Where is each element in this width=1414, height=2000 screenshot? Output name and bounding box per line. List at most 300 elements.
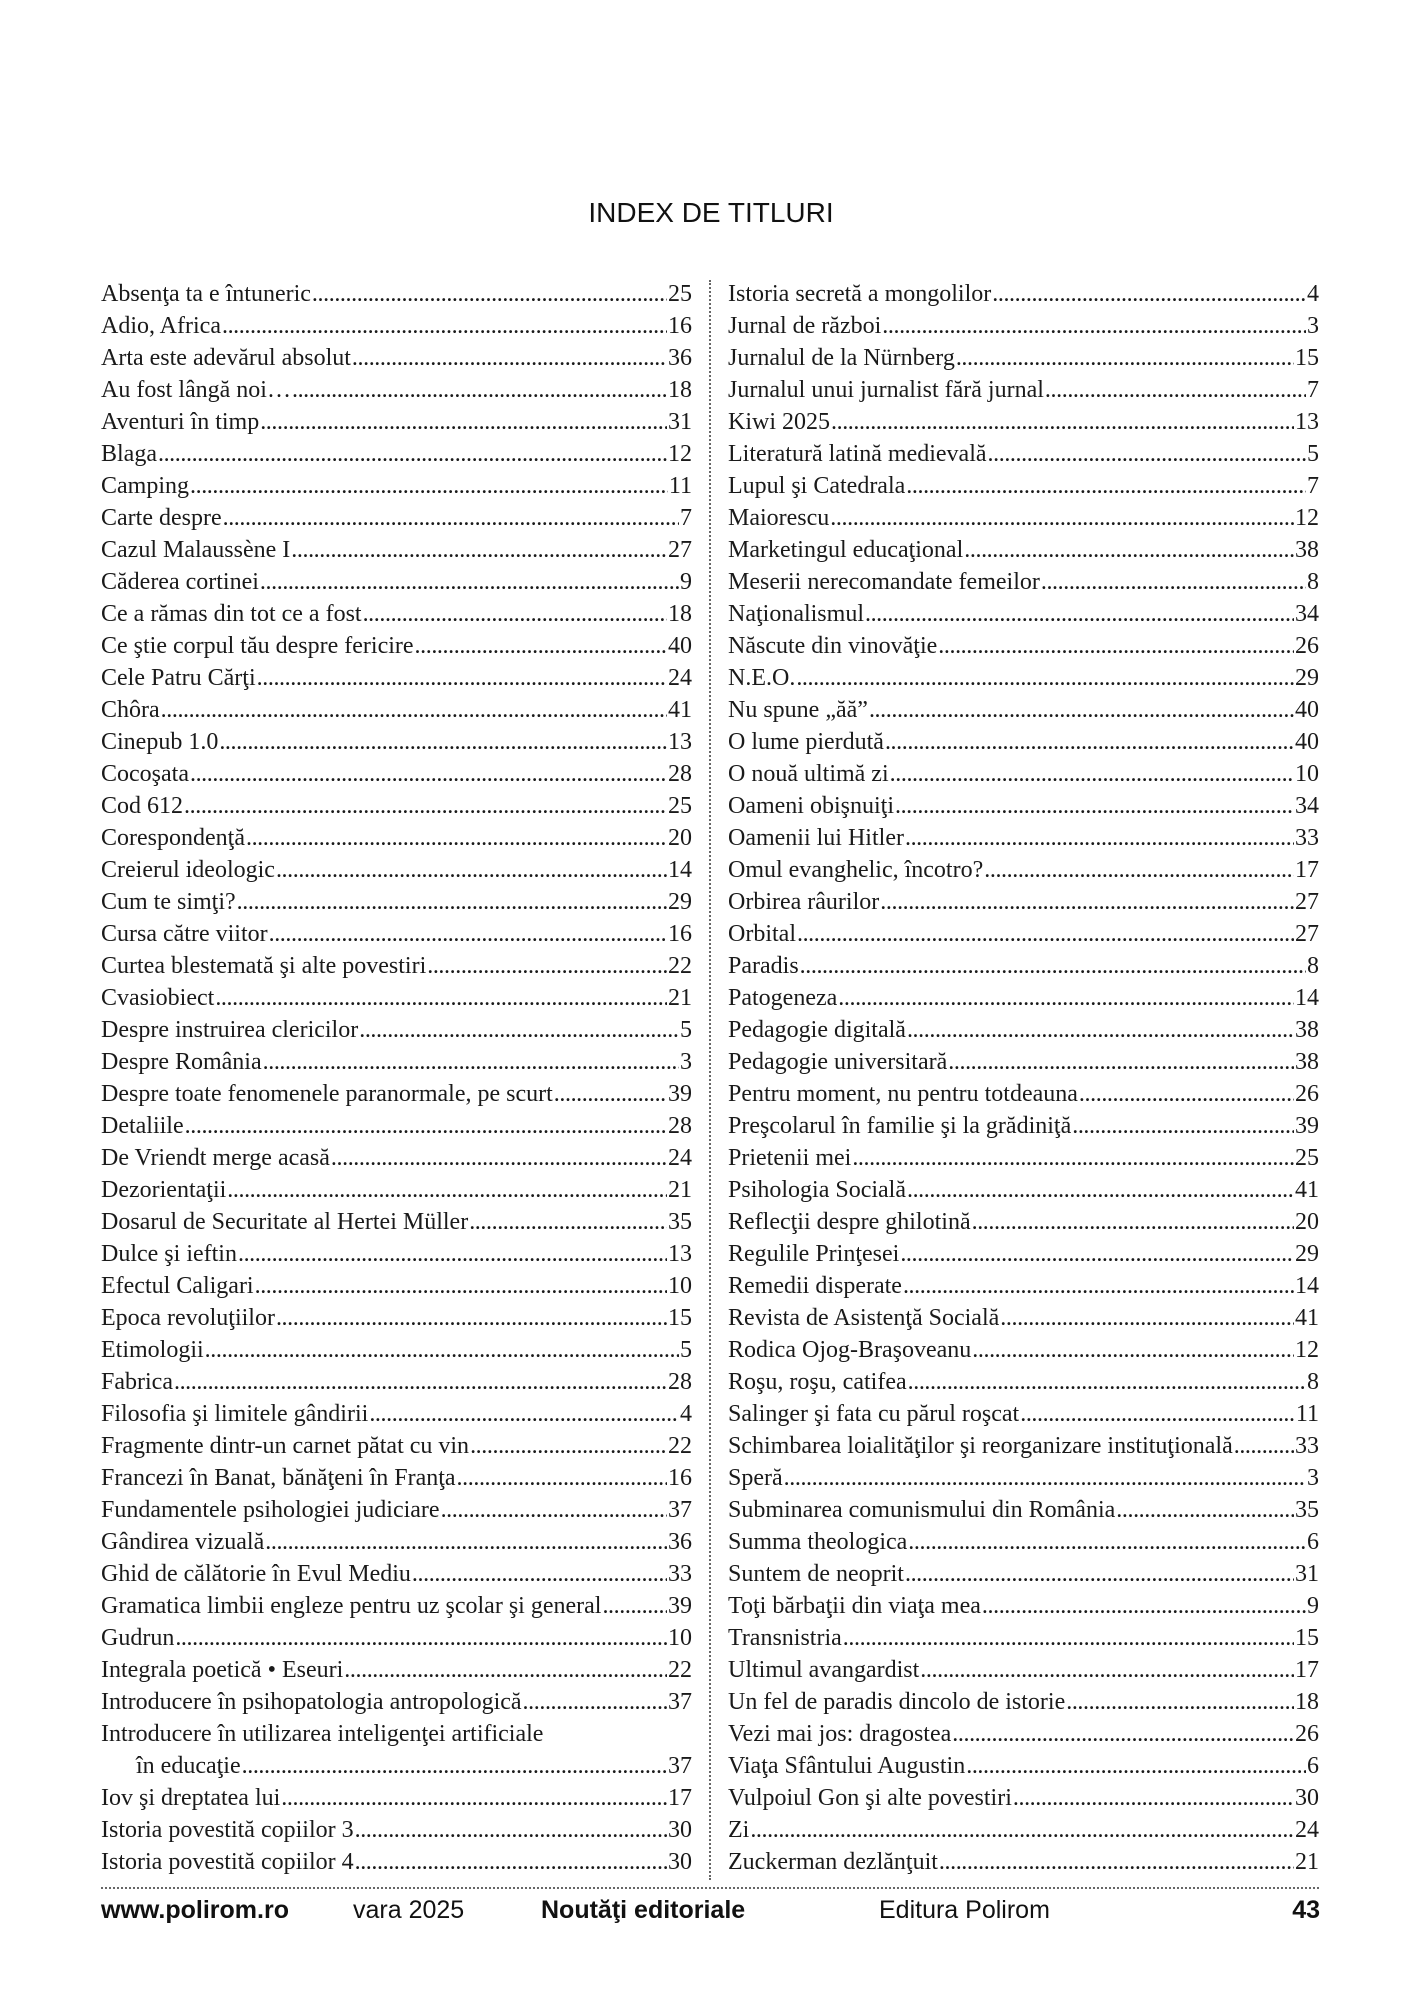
entry-title: Filosofia şi limitele gândirii bbox=[101, 1401, 369, 1427]
index-entry bbox=[728, 1590, 1319, 1622]
entry-title: Maiorescu bbox=[728, 505, 830, 531]
index-entry bbox=[101, 534, 692, 566]
entry-page: 24 bbox=[668, 665, 692, 691]
dot-leader bbox=[906, 470, 1306, 502]
entry-page: 15 bbox=[1295, 1625, 1319, 1651]
index-entry bbox=[101, 982, 692, 1014]
index-entry bbox=[728, 822, 1319, 854]
index-entry bbox=[728, 310, 1319, 342]
entry-page: 25 bbox=[668, 793, 692, 819]
dot-leader bbox=[363, 598, 667, 630]
index-entry bbox=[728, 950, 1319, 982]
entry-page: 39 bbox=[668, 1081, 692, 1107]
dot-leader bbox=[222, 310, 667, 342]
index-entry bbox=[728, 406, 1319, 438]
dot-leader bbox=[830, 502, 1294, 534]
index-entry bbox=[728, 1302, 1319, 1334]
dot-leader bbox=[797, 918, 1294, 950]
dot-leader bbox=[281, 1782, 667, 1814]
index-entry bbox=[101, 1014, 692, 1046]
index-entry bbox=[101, 662, 692, 694]
entry-page: 17 bbox=[1295, 1657, 1319, 1683]
entry-page: 22 bbox=[668, 1657, 692, 1683]
entry-title: Adio, Africa bbox=[101, 313, 221, 339]
entry-title: Vulpoiul Gon şi alte povestiri bbox=[728, 1785, 1012, 1811]
index-entry bbox=[101, 1334, 692, 1366]
index-entry bbox=[728, 470, 1319, 502]
dot-leader bbox=[905, 822, 1294, 854]
entry-title: Subminarea comunismului din România bbox=[728, 1497, 1116, 1523]
index-entry bbox=[728, 566, 1319, 598]
entry-page: 38 bbox=[1295, 1017, 1319, 1043]
index-entry bbox=[728, 1846, 1319, 1878]
entry-page: 11 bbox=[668, 473, 692, 499]
index-entry bbox=[101, 1302, 692, 1334]
entry-title: Regulile Prinţesei bbox=[728, 1241, 900, 1267]
index-entry bbox=[728, 1494, 1319, 1526]
dot-leader bbox=[895, 790, 1294, 822]
entry-title: Fragmente dintr-un carnet pătat cu vin bbox=[101, 1433, 470, 1459]
entry-title: Patogeneza bbox=[728, 985, 838, 1011]
dot-leader bbox=[602, 1590, 667, 1622]
entry-page: 6 bbox=[1307, 1753, 1319, 1779]
index-entry bbox=[101, 1174, 692, 1206]
index-entry bbox=[728, 534, 1319, 566]
dot-leader bbox=[920, 1654, 1294, 1686]
index-entry bbox=[728, 1014, 1319, 1046]
dot-leader bbox=[276, 854, 667, 886]
entry-page: 24 bbox=[668, 1145, 692, 1171]
index-entry bbox=[728, 886, 1319, 918]
dot-leader bbox=[554, 1078, 667, 1110]
index-entry bbox=[728, 1110, 1319, 1142]
dot-leader bbox=[257, 662, 667, 694]
entry-page: 14 bbox=[1295, 985, 1319, 1011]
entry-page: 28 bbox=[668, 1369, 692, 1395]
dot-leader bbox=[865, 598, 1294, 630]
index-entry bbox=[728, 1462, 1319, 1494]
entry-title: Etimologii bbox=[101, 1337, 204, 1363]
dot-leader bbox=[470, 1430, 667, 1462]
entry-title: Jurnalul unui jurnalist fără jurnal bbox=[728, 377, 1044, 403]
entry-title: Cinepub 1.0 bbox=[101, 729, 219, 755]
entry-title: Meserii nerecomandate femeilor bbox=[728, 569, 1040, 595]
index-entry bbox=[728, 374, 1319, 406]
index-entry bbox=[101, 1782, 692, 1814]
entry-page: 16 bbox=[668, 313, 692, 339]
entry-page: 10 bbox=[668, 1273, 692, 1299]
entry-title: Vezi mai jos: dragostea bbox=[728, 1721, 952, 1747]
dot-leader bbox=[938, 630, 1294, 662]
dot-leader bbox=[237, 886, 667, 918]
entry-title: Camping bbox=[101, 473, 189, 499]
entry-page: 33 bbox=[668, 1561, 692, 1587]
index-entry bbox=[101, 1558, 692, 1590]
dot-leader bbox=[190, 758, 667, 790]
entry-title: Jurnalul de la Nürnberg bbox=[728, 345, 955, 371]
dot-leader bbox=[369, 1398, 679, 1430]
dot-leader bbox=[415, 630, 667, 662]
entry-page: 27 bbox=[1295, 921, 1319, 947]
dot-leader bbox=[843, 1622, 1294, 1654]
entry-title: Au fost lângă noi… bbox=[101, 377, 291, 403]
entry-page: 26 bbox=[1295, 1081, 1319, 1107]
index-entry bbox=[101, 822, 692, 854]
index-entry bbox=[101, 886, 692, 918]
entry-page: 13 bbox=[668, 1241, 692, 1267]
entry-title: Iov şi dreptatea lui bbox=[101, 1785, 281, 1811]
index-entry bbox=[101, 854, 692, 886]
page-title: INDEX DE TITLURI bbox=[588, 197, 834, 228]
dot-leader bbox=[890, 758, 1294, 790]
entry-title: Kiwi 2025 bbox=[728, 409, 830, 435]
entry-title: Toţi bărbaţii din viaţa mea bbox=[728, 1593, 981, 1619]
index-entry bbox=[101, 1590, 692, 1622]
dot-leader bbox=[908, 1366, 1306, 1398]
dot-leader bbox=[219, 726, 667, 758]
index-entry bbox=[101, 406, 692, 438]
entry-page: 13 bbox=[1295, 409, 1319, 435]
index-entry bbox=[728, 1238, 1319, 1270]
dot-leader bbox=[952, 1718, 1294, 1750]
footer-website: www.polirom.ro bbox=[101, 1896, 289, 1924]
entry-page: 38 bbox=[1295, 1049, 1319, 1075]
index-entry bbox=[101, 1462, 692, 1494]
index-entry bbox=[101, 1046, 692, 1078]
dot-leader bbox=[190, 470, 668, 502]
entry-title: Carte despre bbox=[101, 505, 222, 531]
index-entry bbox=[101, 758, 692, 790]
entry-page: 24 bbox=[1295, 1817, 1319, 1843]
entry-title: Cocoşata bbox=[101, 761, 189, 787]
index-entry bbox=[728, 342, 1319, 374]
footer-page-number: 43 bbox=[1292, 1896, 1320, 1924]
entry-title: Suntem de neoprit bbox=[728, 1561, 904, 1587]
dot-leader bbox=[427, 950, 667, 982]
entry-page: 8 bbox=[1307, 953, 1319, 979]
dot-leader bbox=[972, 1334, 1294, 1366]
index-entry bbox=[101, 1526, 692, 1558]
entry-page: 6 bbox=[1307, 1529, 1319, 1555]
index-entry bbox=[101, 598, 692, 630]
entry-title: Roşu, roşu, catifea bbox=[728, 1369, 907, 1395]
dot-leader bbox=[158, 438, 667, 470]
dot-leader bbox=[255, 1270, 667, 1302]
dot-leader bbox=[972, 1206, 1294, 1238]
dot-leader bbox=[1079, 1078, 1294, 1110]
index-entry bbox=[728, 1686, 1319, 1718]
entry-page: 22 bbox=[668, 953, 692, 979]
entry-page: 33 bbox=[1295, 825, 1319, 851]
entry-title: Preşcolarul în familie şi la grădiniţă bbox=[728, 1113, 1072, 1139]
entry-title: Transnistria bbox=[728, 1625, 842, 1651]
index-entry bbox=[101, 438, 692, 470]
dot-leader bbox=[1000, 1302, 1294, 1334]
dot-leader bbox=[880, 886, 1294, 918]
entry-title: Pedagogie digitală bbox=[728, 1017, 906, 1043]
dot-leader bbox=[984, 854, 1294, 886]
entry-page: 21 bbox=[668, 1177, 692, 1203]
entry-title: Prietenii mei bbox=[728, 1145, 852, 1171]
index-entry bbox=[101, 1366, 692, 1398]
entry-page: 34 bbox=[1295, 601, 1319, 627]
entry-page: 30 bbox=[1295, 1785, 1319, 1811]
entry-title: Ghid de călătorie în Evul Mediu bbox=[101, 1561, 411, 1587]
entry-page: 37 bbox=[668, 1497, 692, 1523]
index-entry bbox=[101, 694, 692, 726]
entry-page: 5 bbox=[680, 1337, 692, 1363]
entry-page: 8 bbox=[1307, 569, 1319, 595]
entry-page: 29 bbox=[668, 889, 692, 915]
dot-leader bbox=[260, 406, 667, 438]
index-entry bbox=[101, 630, 692, 662]
dot-leader bbox=[238, 1238, 667, 1270]
entry-title: O nouă ultimă zi bbox=[728, 761, 889, 787]
entry-title: Gramatica limbii engleze pentru uz şcolar şi general bbox=[101, 1593, 602, 1619]
dot-leader bbox=[831, 406, 1294, 438]
entry-title: Cursa către viitor bbox=[101, 921, 268, 947]
dot-leader bbox=[907, 1174, 1294, 1206]
entry-title: Rodica Ojog-Braşoveanu bbox=[728, 1337, 972, 1363]
entry-page: 33 bbox=[1295, 1433, 1319, 1459]
index-entry bbox=[101, 1142, 692, 1174]
index-entry bbox=[728, 1814, 1319, 1846]
dot-leader bbox=[1045, 374, 1306, 406]
index-entry bbox=[728, 1430, 1319, 1462]
index-entry bbox=[101, 1494, 692, 1526]
index-entry bbox=[728, 790, 1319, 822]
entry-page: 25 bbox=[668, 281, 692, 307]
entry-page: 21 bbox=[668, 985, 692, 1011]
dot-leader bbox=[352, 342, 667, 374]
dot-leader bbox=[1013, 1782, 1294, 1814]
entry-title: Zi bbox=[728, 1817, 750, 1843]
entry-title: Dosarul de Securitate al Hertei Müller bbox=[101, 1209, 469, 1235]
entry-title: Epoca revoluţiilor bbox=[101, 1305, 275, 1331]
index-entry bbox=[728, 1558, 1319, 1590]
dot-leader bbox=[964, 534, 1294, 566]
dot-leader bbox=[523, 1686, 667, 1718]
entry-title: Oameni obişnuiţi bbox=[728, 793, 894, 819]
index-entry bbox=[728, 854, 1319, 886]
entry-title: De Vriendt merge acasă bbox=[101, 1145, 330, 1171]
dot-leader bbox=[1116, 1494, 1294, 1526]
index-entry bbox=[728, 502, 1319, 534]
index-entry bbox=[101, 1238, 692, 1270]
dot-leader bbox=[882, 310, 1306, 342]
entry-title: N.E.O. bbox=[728, 665, 796, 691]
entry-title: Chôra bbox=[101, 697, 160, 723]
entry-page: 9 bbox=[680, 569, 692, 595]
dot-leader bbox=[175, 1622, 667, 1654]
dot-leader bbox=[948, 1046, 1294, 1078]
index-entry bbox=[728, 1142, 1319, 1174]
entry-page: 12 bbox=[1295, 1337, 1319, 1363]
entry-title: Fabrica bbox=[101, 1369, 173, 1395]
dot-leader bbox=[344, 1654, 667, 1686]
entry-title: Reflecţii despre ghilotină bbox=[728, 1209, 971, 1235]
entry-page: 41 bbox=[668, 697, 692, 723]
entry-title: Dulce şi ieftin bbox=[101, 1241, 237, 1267]
entry-title: Dezorientaţii bbox=[101, 1177, 227, 1203]
dot-leader bbox=[260, 566, 679, 598]
entry-title: Marketingul educaţional bbox=[728, 537, 964, 563]
entry-title: Revista de Asistenţă Socială bbox=[728, 1305, 1000, 1331]
dot-leader bbox=[263, 1046, 679, 1078]
dot-leader bbox=[292, 374, 667, 406]
entry-title-continued: în educaţie bbox=[136, 1753, 241, 1779]
entry-title: Istoria secretă a mongolilor bbox=[728, 281, 992, 307]
index-entry bbox=[101, 502, 692, 534]
dot-leader bbox=[441, 1494, 667, 1526]
dot-leader bbox=[1066, 1686, 1294, 1718]
index-entry bbox=[728, 662, 1319, 694]
index-entry bbox=[728, 1270, 1319, 1302]
entry-page: 30 bbox=[668, 1817, 692, 1843]
entry-title: Viaţa Sfântului Augustin bbox=[728, 1753, 966, 1779]
index-entry bbox=[728, 1622, 1319, 1654]
entry-page: 26 bbox=[1295, 633, 1319, 659]
index-entry bbox=[728, 1654, 1319, 1686]
entry-page: 4 bbox=[680, 1401, 692, 1427]
index-entry bbox=[101, 470, 692, 502]
entry-title: Schimbarea loialităţilor şi reorganizare instituţională bbox=[728, 1433, 1233, 1459]
dot-leader bbox=[242, 1750, 667, 1782]
dot-leader bbox=[457, 1462, 667, 1494]
dot-leader bbox=[174, 1366, 667, 1398]
index-entry bbox=[101, 1430, 692, 1462]
entry-page: 29 bbox=[1295, 1241, 1319, 1267]
dot-leader bbox=[869, 694, 1294, 726]
dot-leader bbox=[215, 982, 667, 1014]
entry-title: Absenţa ta e întuneric bbox=[101, 281, 311, 307]
dot-leader bbox=[227, 1174, 667, 1206]
entry-page: 40 bbox=[1295, 697, 1319, 723]
entry-title: O lume pierdută bbox=[728, 729, 884, 755]
index-entry bbox=[101, 1206, 692, 1238]
entry-page: 12 bbox=[668, 441, 692, 467]
entry-page: 8 bbox=[1307, 1369, 1319, 1395]
entry-page: 16 bbox=[668, 1465, 692, 1491]
entry-page: 35 bbox=[1295, 1497, 1319, 1523]
index-entry bbox=[101, 374, 692, 406]
dot-leader bbox=[903, 1270, 1294, 1302]
index-entry bbox=[101, 1718, 692, 1782]
entry-page: 21 bbox=[1295, 1849, 1319, 1875]
dot-leader bbox=[800, 950, 1306, 982]
entry-page: 39 bbox=[1295, 1113, 1319, 1139]
dot-leader bbox=[784, 1462, 1306, 1494]
dot-leader bbox=[956, 342, 1294, 374]
entry-title: Cvasiobiect bbox=[101, 985, 215, 1011]
entry-title: Cod 612 bbox=[101, 793, 184, 819]
entry-page: 29 bbox=[1295, 665, 1319, 691]
dot-leader bbox=[907, 1014, 1294, 1046]
entry-title: Detaliile bbox=[101, 1113, 184, 1139]
entry-title: Paradis bbox=[728, 953, 799, 979]
index-entry bbox=[101, 566, 692, 598]
index-entry bbox=[728, 726, 1319, 758]
entry-page: 22 bbox=[668, 1433, 692, 1459]
entry-page: 18 bbox=[668, 601, 692, 627]
entry-title: Nu spune „ăă” bbox=[728, 697, 868, 723]
index-entry bbox=[728, 1366, 1319, 1398]
entry-title: Despre toate fenomenele paranormale, pe scurt bbox=[101, 1081, 553, 1107]
index-entry bbox=[101, 1686, 692, 1718]
entry-title: Despre instruirea clericilor bbox=[101, 1017, 359, 1043]
dot-leader bbox=[905, 1558, 1294, 1590]
dot-leader bbox=[982, 1590, 1306, 1622]
entry-title: Omul evanghelic, încotro? bbox=[728, 857, 984, 883]
entry-title: Istoria povestită copiilor 3 bbox=[101, 1817, 354, 1843]
dot-leader bbox=[1072, 1110, 1294, 1142]
entry-title: Introducere în psihopatologia antropologică bbox=[101, 1689, 522, 1715]
entry-title: Ce a rămas din tot ce a fost bbox=[101, 601, 362, 627]
entry-title: Ce ştie corpul tău despre fericire bbox=[101, 633, 414, 659]
entry-page: 15 bbox=[668, 1305, 692, 1331]
column-separator bbox=[709, 280, 711, 1880]
entry-page: 36 bbox=[668, 345, 692, 371]
entry-title: Blaga bbox=[101, 441, 157, 467]
entry-page: 31 bbox=[668, 409, 692, 435]
index-entry bbox=[101, 1846, 692, 1878]
entry-title: Remedii disperate bbox=[728, 1273, 902, 1299]
right-column bbox=[728, 278, 1319, 1878]
entry-page: 5 bbox=[680, 1017, 692, 1043]
entry-title: Gândirea vizuală bbox=[101, 1529, 265, 1555]
index-entry bbox=[101, 342, 692, 374]
index-entry bbox=[101, 1078, 692, 1110]
entry-title: Oamenii lui Hitler bbox=[728, 825, 904, 851]
entry-title: Istoria povestită copiilor 4 bbox=[101, 1849, 354, 1875]
entry-page: 40 bbox=[668, 633, 692, 659]
entry-page: 41 bbox=[1295, 1177, 1319, 1203]
index-entry bbox=[101, 950, 692, 982]
entry-page: 31 bbox=[1295, 1561, 1319, 1587]
entry-page: 3 bbox=[1307, 1465, 1319, 1491]
dot-leader bbox=[908, 1526, 1306, 1558]
dot-leader bbox=[355, 1846, 667, 1878]
index-entry bbox=[101, 1398, 692, 1430]
left-column bbox=[101, 278, 692, 1878]
dot-leader bbox=[312, 278, 667, 310]
entry-title: Arta este adevărul absolut bbox=[101, 345, 351, 371]
index-entry bbox=[101, 1270, 692, 1302]
index-entry bbox=[101, 790, 692, 822]
dot-leader bbox=[185, 1110, 667, 1142]
dot-leader bbox=[1041, 566, 1306, 598]
entry-title: Aventuri în timp bbox=[101, 409, 260, 435]
entry-title: Orbirea râurilor bbox=[728, 889, 880, 915]
dot-leader bbox=[885, 726, 1294, 758]
entry-page: 37 bbox=[668, 1753, 692, 1779]
entry-page: 30 bbox=[668, 1849, 692, 1875]
dot-leader bbox=[796, 662, 1294, 694]
index-entry bbox=[728, 1174, 1319, 1206]
entry-title: Curtea blestemată şi alte povestiri bbox=[101, 953, 427, 979]
dot-leader bbox=[838, 982, 1294, 1014]
dot-leader bbox=[265, 1526, 667, 1558]
entry-page: 4 bbox=[1307, 281, 1319, 307]
dot-leader bbox=[205, 1334, 679, 1366]
dot-leader bbox=[223, 502, 679, 534]
entry-page: 13 bbox=[668, 729, 692, 755]
entry-title: Salinger şi fata cu părul roşcat bbox=[728, 1401, 1020, 1427]
entry-page: 28 bbox=[668, 761, 692, 787]
index-entry bbox=[101, 1622, 692, 1654]
entry-page: 9 bbox=[1307, 1593, 1319, 1619]
entry-page: 27 bbox=[668, 537, 692, 563]
